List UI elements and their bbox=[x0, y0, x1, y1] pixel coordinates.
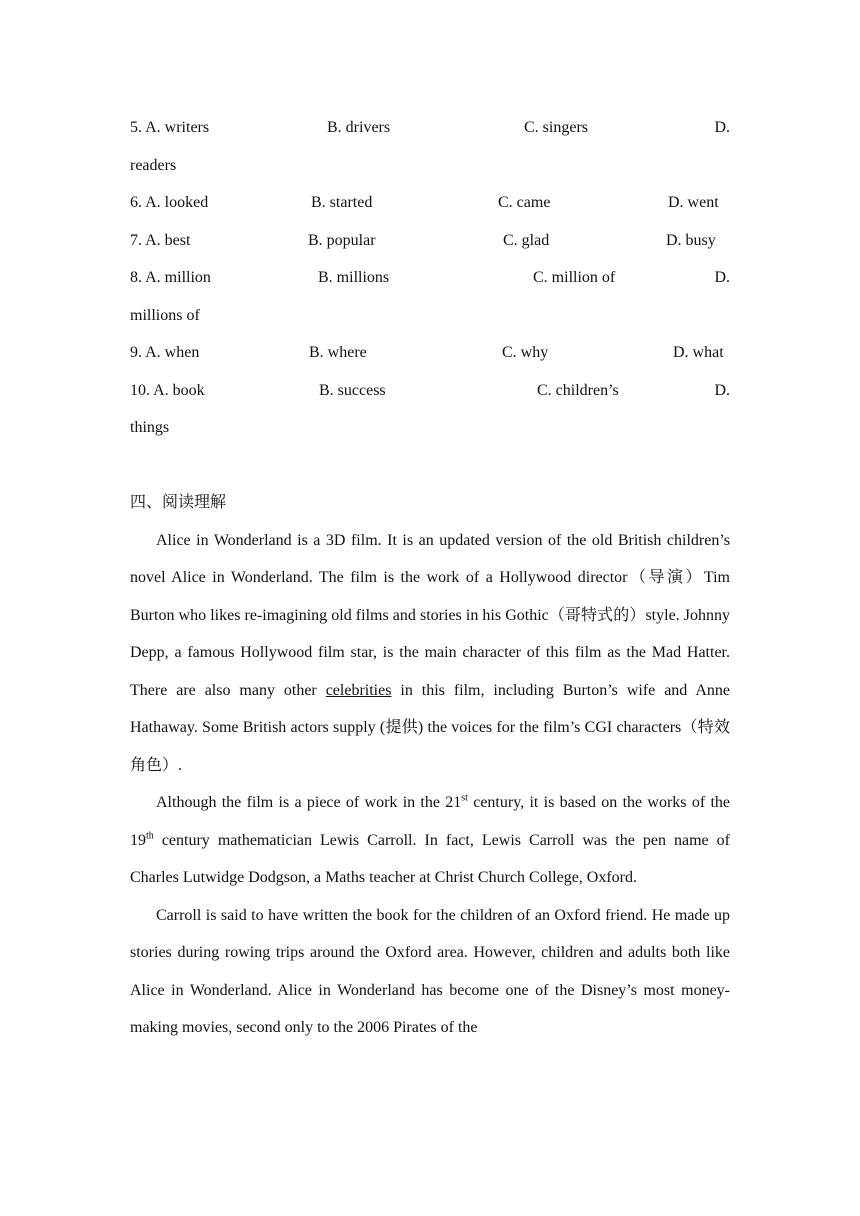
paragraph-1-text-b: in this film, including Burton’s wife and Anne Hathaway. Some British actors supply (提供) the voices for the film’s CGI characters（特效角色）. bbox=[130, 681, 731, 774]
question-5-option-d: D. bbox=[714, 119, 730, 136]
question-6-option-d: D. went bbox=[668, 194, 719, 211]
section-title: 四、阅读理解 bbox=[130, 494, 227, 511]
paragraph-2-text-a: Although the film is a piece of work in the 21 bbox=[156, 794, 462, 811]
question-9-option-d: D. what bbox=[673, 344, 724, 361]
question-5-wrap: readers bbox=[130, 156, 177, 174]
paragraph-1-text-a: Alice in Wonderland is a 3D film. It is an updated version of the old British children’s novel Alice in Wonderland. The film is the work of a Hollywood director（导演）Tim Burton who likes re-imagining old films and stories in his Gothic（哥特式的）style. Johnny Depp, a famous Hollywood film star, is the main character of this film as the Mad Hatter. There are also many other bbox=[130, 531, 730, 699]
paragraph-2-text-b: century, it is based on the works of the 19 bbox=[130, 794, 730, 849]
question-5-options bbox=[130, 109, 730, 147]
question-8-options bbox=[130, 259, 730, 297]
question-8-option-b: B. millions bbox=[318, 269, 390, 286]
question-7-option-c: C. glad bbox=[503, 231, 550, 249]
question-9-options bbox=[130, 334, 730, 372]
question-5-option-a: 5. A. writers bbox=[130, 119, 210, 136]
document-page bbox=[130, 109, 730, 1047]
paragraph-1 bbox=[130, 522, 730, 785]
question-8-option-a: 8. A. million bbox=[130, 269, 211, 286]
question-10-option-c: C. children’s bbox=[537, 381, 619, 399]
question-10-option-b: B. success bbox=[319, 381, 386, 399]
question-10-options bbox=[130, 372, 730, 410]
question-8-option-d: D. bbox=[714, 269, 730, 286]
question-10-option-a: 10. A. book bbox=[130, 381, 205, 399]
question-6-options bbox=[130, 184, 730, 222]
question-9-option-c: C. why bbox=[502, 344, 549, 361]
question-5-option-c: C. singers bbox=[524, 119, 588, 136]
superscript-th: th bbox=[146, 830, 154, 842]
question-7-option-d: D. busy bbox=[666, 231, 716, 249]
question-10-option-d: D. bbox=[714, 381, 730, 399]
paragraph-3: Carroll is said to have written the book for the children of an Oxford friend. He made up stories during rowing trips around the Oxford area. However, children and adults both like Alice in Wonderland. Alice in Wonderland has become one of the Disney’s most money-making movies, second only to the 2006 Pirates of the bbox=[130, 906, 730, 1036]
question-7-option-b: B. popular bbox=[308, 231, 376, 249]
superscript-st: st bbox=[461, 792, 468, 804]
paragraph-2-text-c: century mathematician Lewis Carroll. In fact, Lewis Carroll was the pen name of Charles Lutwidge Dodgson, a Maths teacher at Christ Church College, Oxford. bbox=[130, 831, 730, 886]
question-7-option-a: 7. A. best bbox=[130, 231, 191, 249]
question-10-wrap: things bbox=[130, 419, 170, 436]
question-6-option-c: C. came bbox=[498, 194, 551, 211]
question-8-option-c: C. million of bbox=[533, 269, 616, 286]
question-7-options bbox=[130, 222, 730, 260]
underlined-word-celebrities: celebrities bbox=[325, 681, 392, 699]
question-6-option-a: 6. A. looked bbox=[130, 194, 209, 211]
question-9-option-a: 9. A. when bbox=[130, 344, 200, 361]
question-5-option-b: B. drivers bbox=[327, 119, 391, 136]
paragraph-2 bbox=[130, 784, 730, 897]
question-6-option-b: B. started bbox=[311, 194, 373, 211]
question-9-option-b: B. where bbox=[309, 344, 367, 361]
question-8-wrap: millions of bbox=[130, 306, 200, 324]
